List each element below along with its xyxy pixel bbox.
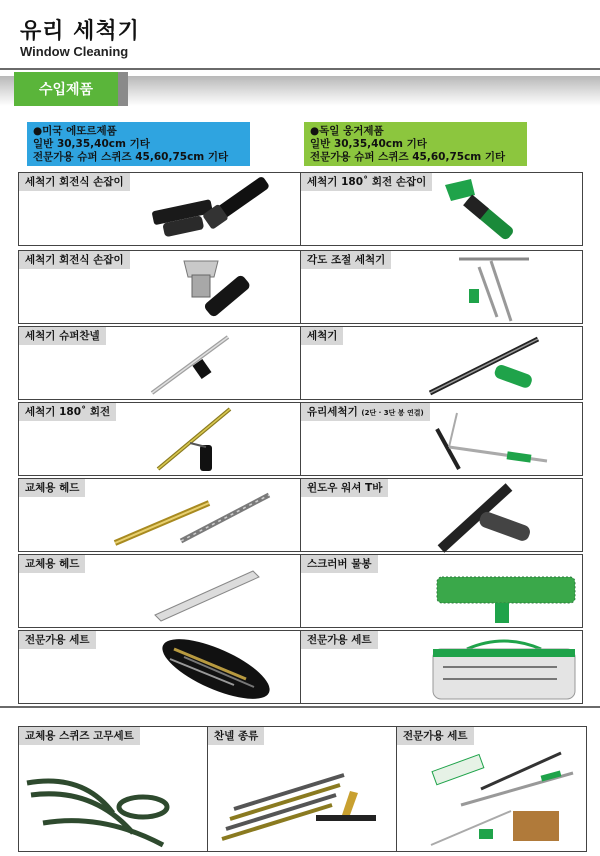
pro-kit-bag-illustration xyxy=(427,635,581,703)
rubber-blade-set-illustration xyxy=(23,753,205,849)
swivel-handle-steel-illustration xyxy=(174,255,284,323)
product-label: 세척기 회전식 손잡이 xyxy=(19,173,130,191)
product-label: 윈도우 워셔 T바 xyxy=(301,479,388,497)
product-card-left-2 xyxy=(18,250,301,324)
angle-adjust-squeegee-illustration xyxy=(451,253,561,325)
origin-box-us xyxy=(27,122,250,166)
section-tab-label: 수입제품 xyxy=(38,82,94,98)
product-card-bottom-1 xyxy=(18,726,209,852)
extension-squeegee-illustration xyxy=(429,407,579,475)
product-card-right-5 xyxy=(300,478,583,552)
product-label: 교체용 스퀴즈 고무세트 xyxy=(19,727,140,745)
section-divider xyxy=(0,706,600,708)
replacement-channel-illustration xyxy=(109,487,289,549)
product-card-bottom-2 xyxy=(207,726,398,852)
product-card-right-2 xyxy=(300,250,583,324)
product-label: 세척기 슈퍼찬넬 xyxy=(19,327,106,345)
product-card-right-6 xyxy=(300,554,583,628)
product-label: 찬넬 종류 xyxy=(208,727,264,745)
origin-us-brand: ●미국 에또르제품 xyxy=(33,125,117,137)
product-label: 전문가용 세트 xyxy=(301,631,378,649)
product-label-text: 유리세척기 xyxy=(307,406,358,418)
product-label xyxy=(301,403,430,421)
page-title: 유리 세척기 xyxy=(20,19,140,44)
product-card-left-1 xyxy=(18,172,301,246)
product-card-right-4 xyxy=(300,402,583,476)
product-card-left-5 xyxy=(18,478,301,552)
window-washer-tbar-illustration xyxy=(431,483,551,553)
product-label: 세척기 180˚ 회전 손잡이 xyxy=(301,173,432,191)
pro-kit-case-illustration xyxy=(154,635,294,703)
product-label: 교체용 헤드 xyxy=(19,555,85,573)
product-label: 전문가용 세트 xyxy=(397,727,474,745)
origin-us-standard-sizes: 일반 30,35,40cm 기타 xyxy=(33,138,150,150)
product-card-right-3 xyxy=(300,326,583,400)
product-label-note: (2단 · 3단 봉 연결) xyxy=(361,409,424,417)
product-label: 교체용 헤드 xyxy=(19,479,85,497)
product-card-right-1 xyxy=(300,172,583,246)
product-card-left-4 xyxy=(18,402,301,476)
page-subtitle: Window Cleaning xyxy=(20,44,129,59)
scrubber-sleeve-illustration xyxy=(431,573,581,627)
origin-box-de xyxy=(304,122,527,166)
product-card-left-7 xyxy=(18,630,301,704)
product-card-left-6 xyxy=(18,554,301,628)
replacement-rubber-illustration xyxy=(149,563,289,625)
super-channel-illustration xyxy=(144,331,294,399)
channel-types-illustration xyxy=(212,753,394,849)
swivel-handle-illustration xyxy=(144,175,274,245)
product-label: 전문가용 세트 xyxy=(19,631,96,649)
180-swivel-handle-green-illustration xyxy=(431,175,551,245)
product-card-right-7 xyxy=(300,630,583,704)
product-label: 스크러버 물봉 xyxy=(301,555,378,573)
pro-kit-tools-illustration xyxy=(401,749,585,849)
squeegee-green-illustration xyxy=(426,331,576,399)
product-label: 세척기 180˚ 회전 xyxy=(19,403,116,421)
origin-de-standard-sizes: 일반 30,35,40cm 기타 xyxy=(310,138,427,150)
origin-de-brand: ●독일 웅거제품 xyxy=(310,125,384,137)
origin-de-pro-sizes: 전문가용 슈퍼 스퀴즈 45,60,75cm 기타 xyxy=(310,151,506,163)
product-card-left-3 xyxy=(18,326,301,400)
product-label: 각도 조절 세척기 xyxy=(301,251,391,269)
origin-us-pro-sizes: 전문가용 슈퍼 스퀴즈 45,60,75cm 기타 xyxy=(33,151,229,163)
section-tab-shadow xyxy=(118,72,128,106)
product-label: 세척기 회전식 손잡이 xyxy=(19,251,130,269)
rotating-squeegee-brass-illustration xyxy=(144,405,294,477)
product-label: 세척기 xyxy=(301,327,343,345)
product-card-bottom-3 xyxy=(396,726,587,852)
header-divider xyxy=(0,68,600,70)
